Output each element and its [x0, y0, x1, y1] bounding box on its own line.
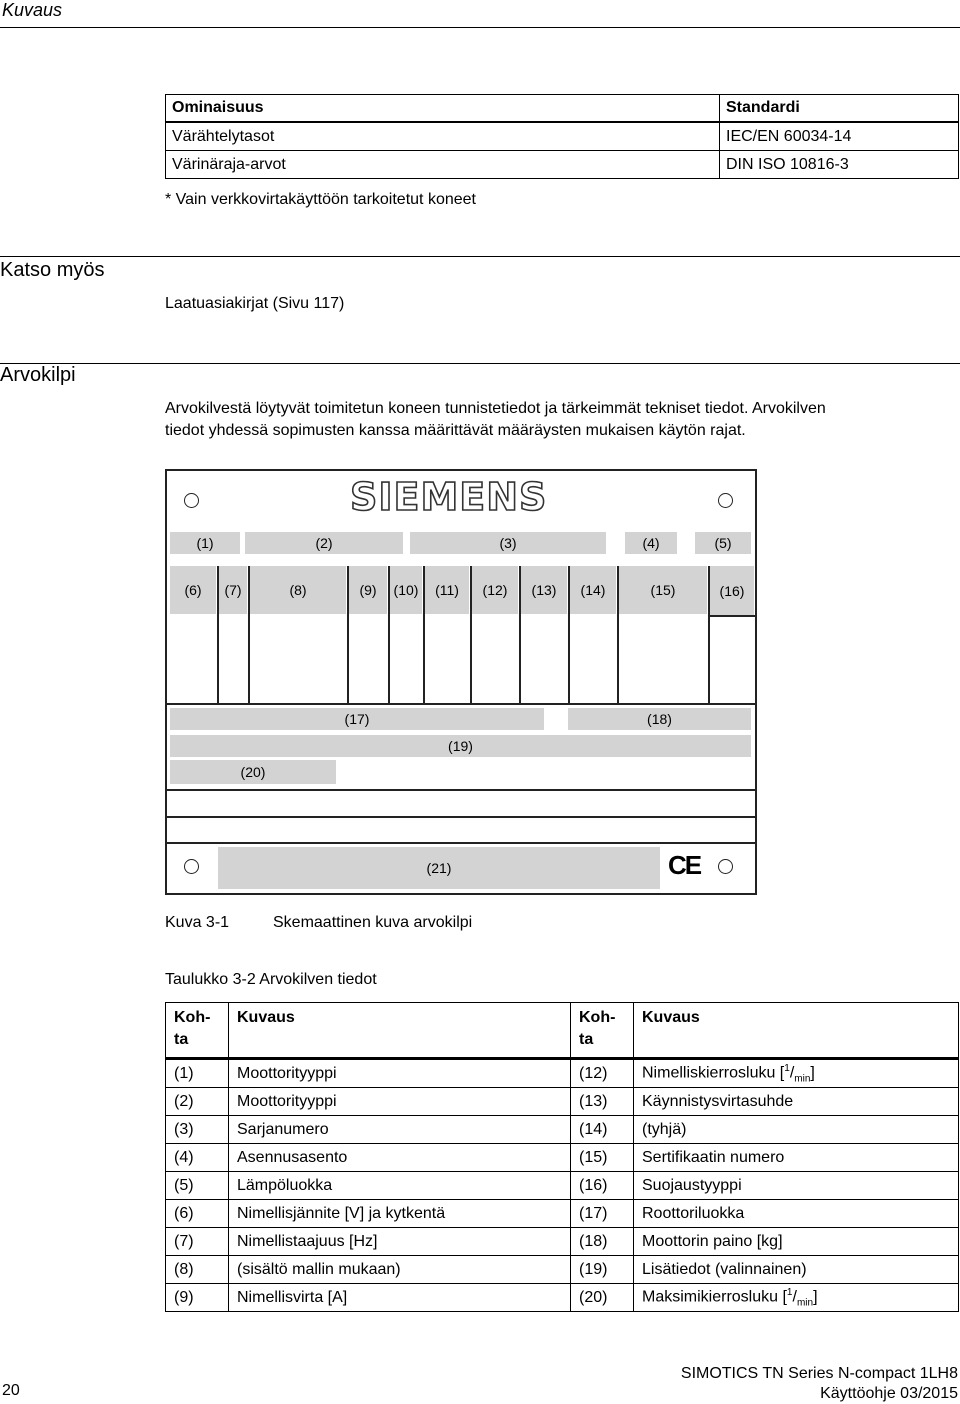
cell-description: Suojaustyyppi: [634, 1172, 959, 1200]
mounting-hole-icon: [184, 859, 199, 874]
field-5: (5): [695, 532, 751, 554]
footer-product: SIMOTICS TN Series N-compact 1LH8: [680, 1365, 958, 1382]
cell-item: (19): [571, 1256, 634, 1284]
field-15: (15): [619, 566, 707, 614]
column-header-description: Kuvaus: [634, 1003, 959, 1059]
cell-description: Roottoriluokka: [634, 1200, 959, 1228]
column-divider: [568, 566, 570, 704]
see-also-link[interactable]: Laatuasiakirjat (Sivu 117): [165, 295, 345, 312]
cell-item: (14): [571, 1116, 634, 1144]
table-row: [166, 1088, 959, 1116]
mounting-hole-icon: [718, 859, 733, 874]
cell-item: (17): [571, 1200, 634, 1228]
field-11: (11): [425, 566, 469, 614]
column-header-standard: Standardi: [720, 95, 959, 123]
field-6: (6): [170, 566, 216, 614]
cell-standard: DIN ISO 10816-3: [720, 151, 959, 179]
cell-item: (13): [571, 1088, 634, 1116]
table-row: [166, 1228, 959, 1256]
cell-property: Värinäraja-arvot: [166, 151, 720, 179]
cell-description: Nimelliskierrosluku $[^1/_{min}]$: [634, 1059, 959, 1088]
field-3: (3): [410, 532, 606, 554]
footer-document: Käyttöohje 03/2015: [820, 1385, 958, 1402]
nameplate-data-table: [165, 1002, 959, 1312]
cell-item: (3): [166, 1116, 229, 1144]
field-16-underline: [710, 615, 756, 617]
cell-description: Moottorin paino [kg]: [634, 1228, 959, 1256]
cell-item: (7): [166, 1228, 229, 1256]
table-footnote: * Vain verkkovirtakäyttöön tarkoitetut koneet: [165, 191, 476, 208]
column-divider: [388, 566, 390, 704]
table-row: [166, 1256, 959, 1284]
cell-description: Lisätiedot (valinnainen): [634, 1256, 959, 1284]
plate-row-divider: [167, 703, 755, 705]
column-divider: [519, 566, 521, 704]
field-12: (12): [472, 566, 518, 614]
page-number: 20: [2, 1382, 20, 1399]
table-row: [166, 1172, 959, 1200]
cell-description: Sertifikaatin numero: [634, 1144, 959, 1172]
cell-description: Lämpöluokka: [229, 1172, 571, 1200]
field-2: (2): [245, 532, 403, 554]
cell-description: Sarjanumero: [229, 1116, 571, 1144]
section-rule: [0, 256, 960, 257]
cell-description: Moottorityyppi: [229, 1088, 571, 1116]
cell-description: Maksimikierrosluku $[^1/_{min}]$: [634, 1284, 959, 1312]
table-row: [166, 1059, 959, 1088]
field-9: (9): [349, 566, 387, 614]
table-row: [166, 1284, 959, 1312]
table-row: [166, 1144, 959, 1172]
plate-row-divider: [167, 789, 755, 791]
cell-item: (2): [166, 1088, 229, 1116]
field-21: (21): [218, 847, 660, 889]
cell-description: Käynnistysvirtasuhde: [634, 1088, 959, 1116]
field-16: (16): [710, 566, 754, 616]
cell-item: (1): [166, 1059, 229, 1088]
standards-table: [165, 94, 959, 179]
footer-info: [681, 1364, 958, 1404]
field-19: (19): [170, 735, 751, 757]
column-header-description: Kuvaus: [229, 1003, 571, 1059]
table-row: [166, 1200, 959, 1228]
cell-item: (6): [166, 1200, 229, 1228]
column-divider: [708, 566, 710, 704]
cell-item: (15): [571, 1144, 634, 1172]
column-divider: [347, 566, 349, 704]
column-divider: [217, 566, 219, 704]
nameplate-paragraph-line-2: tiedot yhdessä sopimusten kanssa määrittävät määräysten mukaisen käytön rajat.: [165, 422, 746, 439]
mounting-hole-icon: [718, 493, 733, 508]
cell-standard: IEC/EN 60034-14: [720, 122, 959, 151]
mounting-hole-icon: [184, 493, 199, 508]
figure-caption: Skemaattinen kuva arvokilpi: [273, 914, 473, 931]
table-row: [166, 1116, 959, 1144]
section-rule: [0, 363, 960, 364]
cell-description: Asennusasento: [229, 1144, 571, 1172]
cell-item: (20): [571, 1284, 634, 1312]
running-header: Kuvaus: [2, 0, 63, 20]
column-header-item: Koh- ta: [166, 1003, 229, 1059]
cell-item: (12): [571, 1059, 634, 1088]
table-row: [166, 151, 959, 179]
column-header-property: Ominaisuus: [166, 95, 720, 123]
cell-item: (9): [166, 1284, 229, 1312]
cell-description: Nimellisjännite [V] ja kytkentä: [229, 1200, 571, 1228]
section-heading-nameplate: Arvokilpi: [0, 364, 76, 386]
table-header-row: [166, 1003, 959, 1059]
field-18: (18): [568, 708, 751, 730]
nameplate-paragraph-line-1: Arvokilvestä löytyvät toimitetun koneen tunnistetiedot ja tärkeimmät tekniset tiedot. Arvokilven: [165, 400, 826, 417]
field-14: (14): [570, 566, 616, 614]
ce-mark-icon: CE: [668, 850, 701, 880]
header-rule: [0, 27, 960, 28]
field-20: (20): [170, 760, 336, 784]
field-10: (10): [390, 566, 422, 614]
see-also-heading: Katso myös: [0, 259, 105, 281]
table-caption: Taulukko 3-2 Arvokilven tiedot: [165, 971, 377, 988]
cell-description: Nimellisvirta [A]: [229, 1284, 571, 1312]
column-divider: [248, 566, 250, 704]
field-8: (8): [250, 566, 346, 614]
cell-item: (16): [571, 1172, 634, 1200]
field-4: (4): [625, 532, 677, 554]
column-header-item: Koh- ta: [571, 1003, 634, 1059]
cell-item: (4): [166, 1144, 229, 1172]
cell-description: Nimellistaajuus [Hz]: [229, 1228, 571, 1256]
cell-property: Värähtelytasot: [166, 122, 720, 151]
cell-item: (18): [571, 1228, 634, 1256]
plate-row-divider: [167, 842, 755, 844]
field-7: (7): [219, 566, 247, 614]
field-1: (1): [170, 532, 240, 554]
cell-description: Moottorityyppi: [229, 1059, 571, 1088]
cell-item: (5): [166, 1172, 229, 1200]
cell-item: (8): [166, 1256, 229, 1284]
table-row: [166, 122, 959, 151]
column-divider: [470, 566, 472, 704]
column-divider: [423, 566, 425, 704]
plate-row-divider: [167, 816, 755, 818]
field-13: (13): [521, 566, 567, 614]
field-17: (17): [170, 708, 544, 730]
cell-description: (sisältö mallin mukaan): [229, 1256, 571, 1284]
table-header-row: [166, 95, 959, 123]
column-divider: [617, 566, 619, 704]
figure-label: Kuva 3-1: [165, 914, 230, 931]
cell-description: (tyhjä): [634, 1116, 959, 1144]
siemens-logo: SIEMENS: [350, 475, 548, 519]
